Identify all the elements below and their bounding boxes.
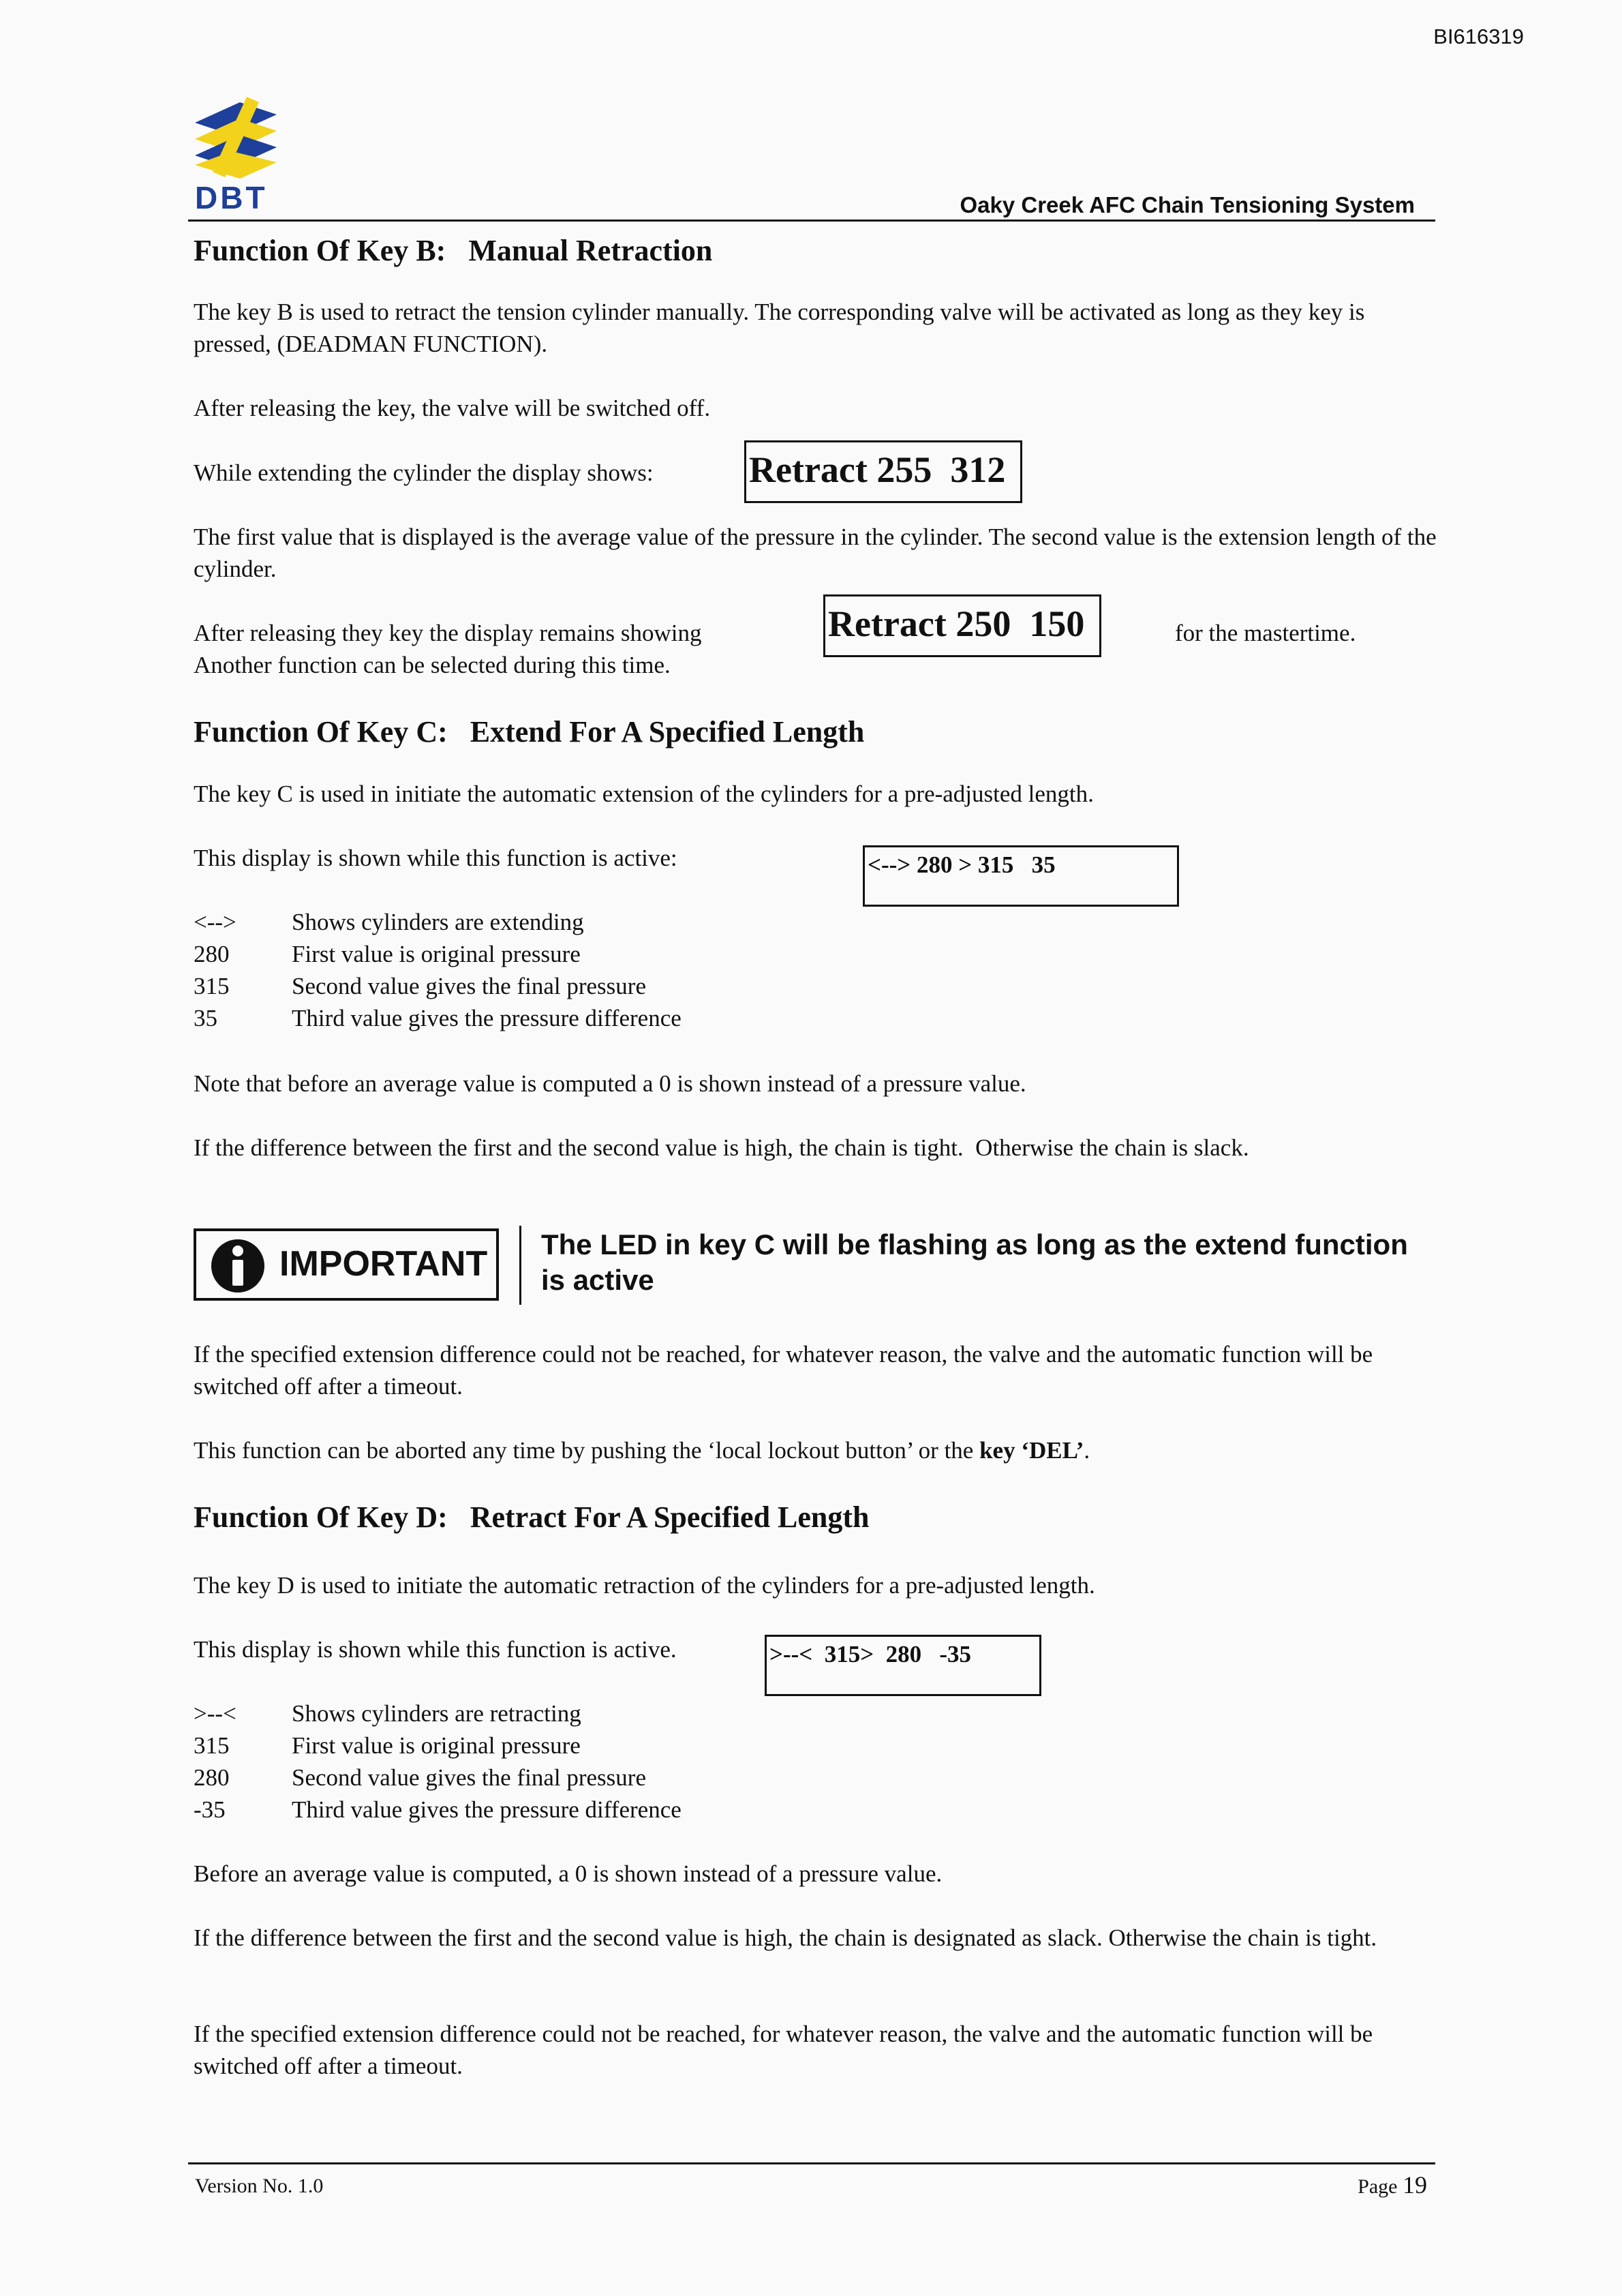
section-b-paragraph-2: After releasing the key, the valve will be switched off. [194,395,711,421]
section-d-legend [194,1697,875,1827]
legend-text: Shows cylinders are retracting [292,1700,581,1727]
legend-text: Third value gives the pressure difference [292,1796,682,1823]
display-extend: <--> 280 > 315 35 [863,845,1179,907]
legend-text: First value is original pressure [292,1732,581,1759]
footer-page [1358,2171,1427,2199]
legend-key: 315 [194,973,230,999]
header-title: Oaky Creek AFC Chain Tensioning System [960,192,1415,217]
document-id: BI616319 [1433,25,1524,48]
important-label: IMPORTANT [279,1244,488,1284]
abort-text: This function can be aborted any time by pushing the ‘local lockout button’ or the [194,1437,980,1464]
legend-text: First value is original pressure [292,941,581,967]
footer-version: Version No. 1.0 [195,2175,324,2197]
section-b-heading: Function Of Key B: Manual Retraction [194,234,713,267]
section-b-another-function: Another function can be selected during this time. [194,652,671,678]
logo-text: DBT [195,180,268,213]
legend-key: -35 [194,1796,226,1823]
section-c-heading: Function Of Key C: Extend For A Specified Length [194,715,865,749]
legend-key: >--< [194,1700,236,1727]
dbt-logo [192,97,279,213]
section-c-display-intro: This display is shown while this function is active: [194,845,677,871]
legend-key: 35 [194,1005,217,1031]
legend-text: Shows cylinders are extending [292,909,584,935]
del-key-text: key ‘DEL’ [979,1437,1084,1464]
legend-text: Third value gives the pressure difference [292,1005,682,1031]
section-d-paragraph-2: Before an average value is computed, a 0 is shown instead of a pressure value. [194,1860,943,1887]
section-d-display-intro: This display is shown while this function is active. [194,1636,677,1663]
legend-key: <--> [194,909,236,935]
legend-text: Second value gives the final pressure [292,1764,646,1791]
section-c-legend [194,906,875,1036]
legend-key: 280 [194,941,230,967]
important-badge [194,1228,499,1301]
page-number: 19 [1403,2171,1427,2199]
footer-rule [188,2162,1435,2164]
section-b-after-release: After releasing they key the display remains showing [194,620,702,646]
section-d-paragraph-1: The key D is used to initiate the automatic retraction of the cylinders for a pre-adjusted length. [194,1572,1095,1599]
section-d-paragraph-3: If the difference between the first and the second value is high, the chain is designated as slack. Otherwise the chain is tight. [194,1924,1377,1951]
important-separator [519,1226,521,1305]
section-c-note: Note that before an average value is computed a 0 is shown instead of a pressure value. [194,1070,1026,1097]
page-label: Page [1358,2175,1398,2198]
important-text: The LED in key C will be flashing as long as the extend function is active [541,1228,1408,1296]
display-retract-released: Retract 250 150 [823,594,1101,657]
header-rule [188,220,1435,222]
section-b-display-intro: While extending the cylinder the display shows: [194,459,654,486]
section-b-paragraph-1: The key B is used to retract the tension cylinder manually. The corresponding valve will be activated as long as they key is pressed, (DEADMAN FUNCTION). [194,299,1365,357]
abort-period: . [1084,1437,1090,1464]
legend-key: 315 [194,1732,230,1759]
section-c-abort-paragraph [194,1434,1090,1466]
section-b-mastertime: for the mastertime. [1175,620,1356,646]
info-icon [210,1238,266,1294]
section-c-paragraph-2: If the difference between the first and the second value is high, the chain is tight. Otherwise the chain is slack. [194,1134,1249,1161]
legend-text: Second value gives the final pressure [292,973,646,999]
dbt-logo-icon [192,97,279,213]
legend-key: 280 [194,1764,230,1791]
display-retract: >--< 315> 280 -35 [765,1635,1041,1696]
section-b-paragraph-3: The first value that is displayed is the average value of the pressure in the cylinder. The second value is the extension length of the cylinder. [194,524,1437,582]
section-d-heading: Function Of Key D: Retract For A Specified Length [194,1500,870,1534]
section-c-timeout-paragraph: If the specified extension difference could not be reached, for whatever reason, the valve and the automatic function will be switched off after a timeout. [194,1341,1373,1400]
section-d-paragraph-4: If the specified extension difference could not be reached, for whatever reason, the valve and the automatic function will be switched off after a timeout. [194,2021,1373,2079]
display-retract-extending: Retract 255 312 [744,440,1022,503]
section-c-paragraph-1: The key C is used in initiate the automatic extension of the cylinders for a pre-adjusted length. [194,781,1094,807]
